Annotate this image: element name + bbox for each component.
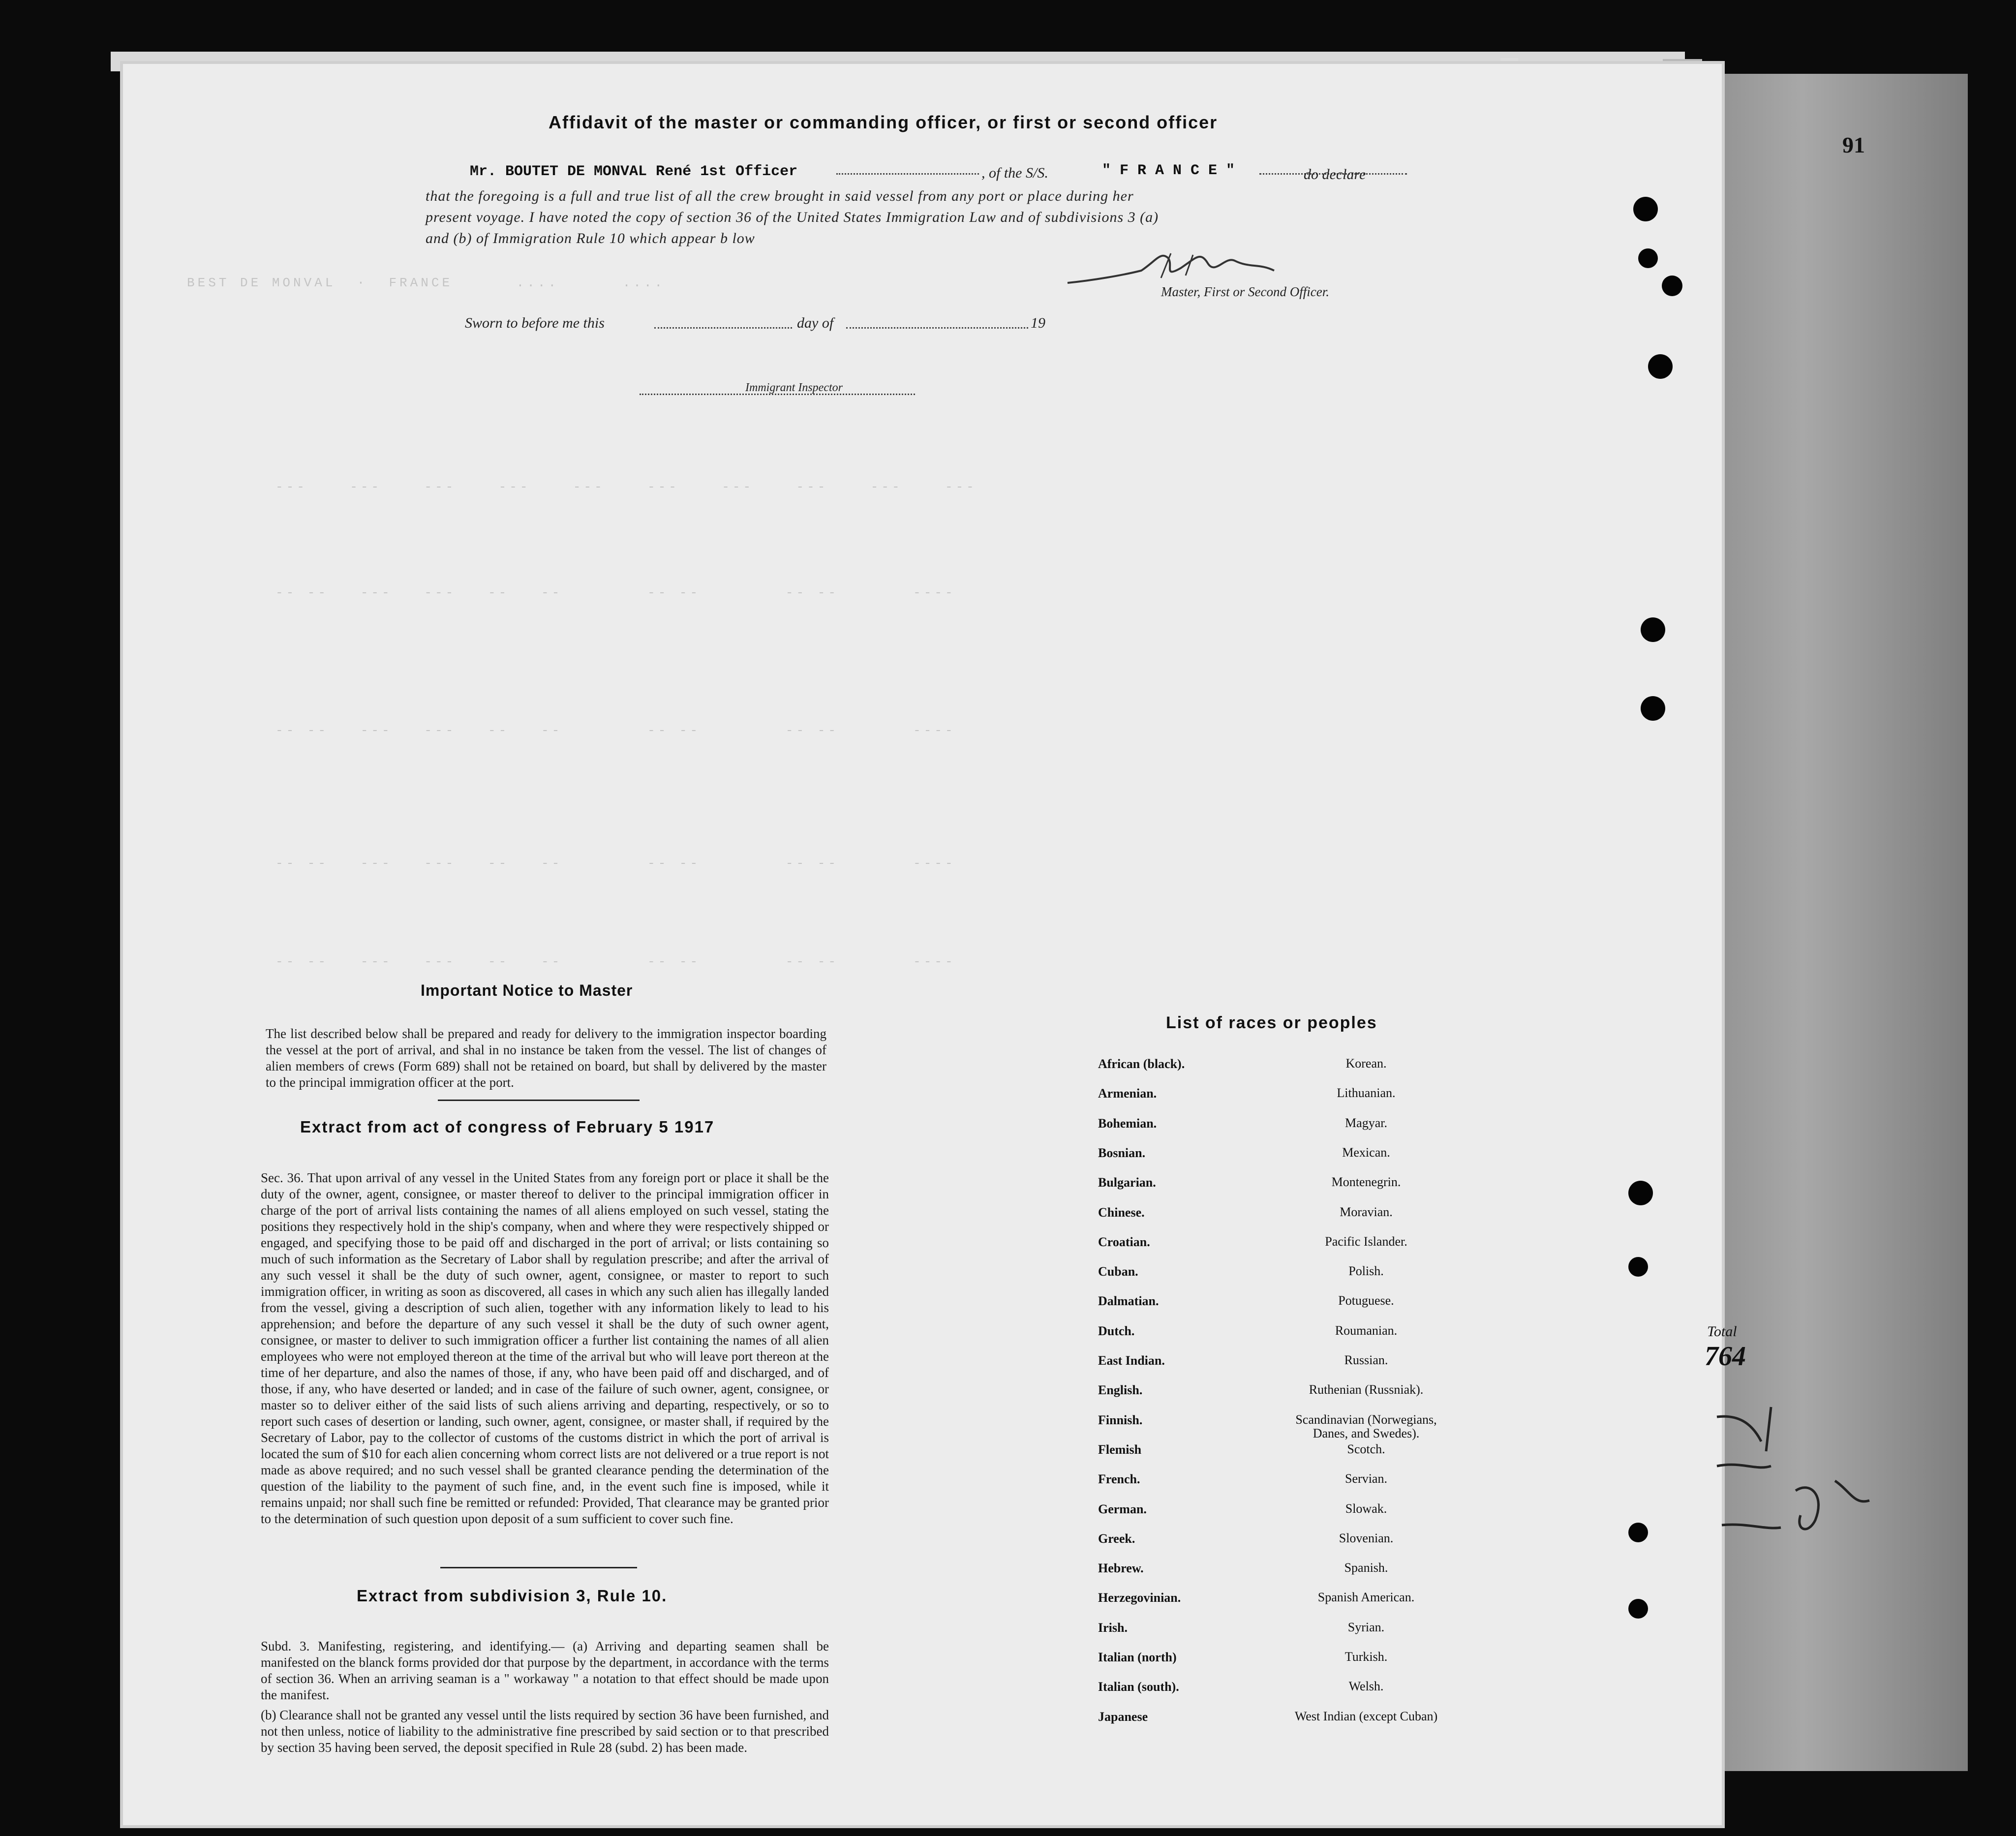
total-label: Total xyxy=(1707,1323,1737,1340)
race-item: Cuban. xyxy=(1098,1264,1138,1279)
race-item: Korean. xyxy=(1345,1056,1387,1071)
fill-line xyxy=(836,173,979,175)
race-item: Hebrew. xyxy=(1098,1561,1144,1576)
affidavit-line-4: and (b) of Immigration Rule 10 which appear b low xyxy=(426,230,755,246)
race-item: Finnish. xyxy=(1098,1412,1143,1427)
sworn-text: Sworn to before me this xyxy=(465,315,605,331)
extract2-text-b: (b) Clearance shall not be granted any vessel until the lists required by section 36 have been furnished, and not then unless, notice of liability to the administrative fine prescribed by said section or to that prescribed by section 35 having been served, the deposit specified in Rule 28 (subd. 2) has been made. xyxy=(261,1708,829,1755)
scan-background xyxy=(0,0,2016,54)
affidavit-line-3: present voyage. I have noted the copy of section 36 of the United States Immigration Law and of subdivisions 3 (a) xyxy=(426,209,1159,225)
bleed-through-text: -- -- --- --- -- -- -- -- -- -- ---- xyxy=(275,954,956,969)
race-item: Dutch. xyxy=(1098,1323,1135,1338)
race-item: German. xyxy=(1098,1501,1147,1516)
race-item: Potuguese. xyxy=(1338,1293,1394,1308)
race-item: Polish. xyxy=(1348,1264,1384,1279)
divider xyxy=(440,1567,637,1568)
races-title: List of races or peoples xyxy=(1166,1013,1377,1032)
race-item: Turkish. xyxy=(1344,1650,1388,1664)
race-item: Croatian. xyxy=(1098,1234,1150,1249)
punch-hole xyxy=(1641,696,1665,721)
race-item: Mexican. xyxy=(1342,1145,1390,1160)
race-item: Italian (north) xyxy=(1098,1650,1177,1664)
punch-hole xyxy=(1633,197,1658,221)
race-item: Flemish xyxy=(1098,1442,1142,1457)
of-the-label: , of the S/S. xyxy=(981,165,1048,181)
day-of-text: day of xyxy=(797,315,834,331)
race-item: Russian. xyxy=(1344,1353,1388,1367)
extract1-title: Extract from act of congress of February 5 1917 xyxy=(300,1118,715,1136)
bleed-through-text: -- -- --- --- -- -- -- -- -- -- ---- xyxy=(275,723,956,738)
race-item: Welsh. xyxy=(1348,1679,1384,1694)
bleed-through-text: -- -- --- --- -- -- -- -- -- -- ---- xyxy=(275,856,956,871)
race-item: Japanese xyxy=(1098,1709,1148,1724)
punch-hole xyxy=(1628,1181,1653,1205)
race-item: Spanish. xyxy=(1344,1561,1388,1575)
race-item: Greek. xyxy=(1098,1531,1135,1546)
race-item: Herzegovinian. xyxy=(1098,1591,1181,1605)
race-item: Servian. xyxy=(1345,1471,1387,1486)
race-item: Italian (south). xyxy=(1098,1680,1179,1694)
race-item: Ruthenian (Russniak). xyxy=(1309,1382,1424,1397)
race-item: East Indian. xyxy=(1098,1353,1165,1368)
page-number: 91 xyxy=(1842,132,1865,157)
signature-caption: Master, First or Second Officer. xyxy=(1161,284,1329,299)
affidavit-title: Affidavit of the master or commanding officer, or first or second officer xyxy=(549,112,1218,132)
punch-hole xyxy=(1638,248,1658,268)
punch-hole xyxy=(1641,617,1665,642)
race-item: Bosnian. xyxy=(1098,1145,1146,1160)
race-item: Moravian. xyxy=(1340,1204,1393,1219)
punch-hole xyxy=(1628,1599,1648,1619)
race-item: Bulgarian. xyxy=(1098,1175,1156,1190)
race-item: Montenegrin. xyxy=(1331,1175,1401,1190)
race-item: English. xyxy=(1098,1383,1143,1398)
bleed-through-text: -- -- --- --- -- -- -- -- -- -- ---- xyxy=(275,585,956,600)
race-item: Roumanian. xyxy=(1335,1323,1398,1338)
race-item: Dalmatian. xyxy=(1098,1294,1159,1309)
notice-title: Important Notice to Master xyxy=(421,981,633,999)
race-item: Armenian. xyxy=(1098,1086,1157,1101)
race-item: Scotch. xyxy=(1347,1441,1385,1456)
notice-text: The list described below shall be prepared and ready for delivery to the immigration inspector boarding the vessel at the port of arrival, and shal in no instance be taken from the vessel. The list of changes of alien members of crews (Form 689) shall not be retained on board, but shall by delivered by the master to the principal immigration officer at the port. xyxy=(266,1026,826,1090)
race-item: Scandinavian (Norwegians, Danes, and Swedes). xyxy=(1295,1412,1437,1440)
extract2-text-a: Subd. 3. Manifesting, registering, and identifying.— (a) Arriving and departing seamen shall be manifested on the blanck forms provided dor that purpose by the department, in accordance with the terms of section 36. When an arriving seaman is a " workaway " a notation to that effect should be made upon the manifest. xyxy=(261,1639,829,1702)
vessel-name: " F R A N C E " xyxy=(1102,162,1235,179)
bleed-through-text: --- --- --- --- --- --- --- --- --- --- xyxy=(275,480,977,494)
punch-hole xyxy=(1628,1257,1648,1277)
race-item: Irish. xyxy=(1098,1620,1128,1635)
bleed-through-text: BEST DE MONVAL · FRANCE .... .... xyxy=(187,275,666,290)
race-item: French. xyxy=(1098,1472,1140,1487)
race-item: Magyar. xyxy=(1345,1115,1387,1130)
total-value: 764 xyxy=(1705,1341,1746,1372)
race-item: Bohemian. xyxy=(1098,1116,1157,1131)
year-text: 19 xyxy=(1031,315,1045,331)
race-item: Slovenian. xyxy=(1339,1530,1394,1545)
race-item: African (black). xyxy=(1098,1057,1185,1071)
punch-hole xyxy=(1648,354,1673,379)
officer-name: Mr. BOUTET DE MONVAL René 1st Officer xyxy=(470,163,798,180)
race-item: Pacific Islander. xyxy=(1325,1234,1407,1249)
race-item: Chinese. xyxy=(1098,1205,1145,1220)
do-declare-text: do declare xyxy=(1304,166,1366,183)
affidavit-line-2: that the foregoing is a full and true list of all the crew brought in said vessel from any port or place during her xyxy=(426,188,1134,204)
race-item: West Indian (except Cuban) xyxy=(1294,1709,1438,1723)
punch-hole xyxy=(1662,275,1682,296)
fill-line xyxy=(654,327,792,329)
race-item: Spanish American. xyxy=(1317,1590,1415,1605)
race-item: Lithuanian. xyxy=(1337,1086,1396,1101)
inspector-caption: Immigrant Inspector xyxy=(745,381,843,394)
fill-line xyxy=(846,327,1028,329)
divider xyxy=(438,1100,640,1101)
race-item: Syrian. xyxy=(1347,1620,1385,1634)
race-item: Slowak. xyxy=(1345,1501,1387,1516)
handwritten-marks xyxy=(1707,1397,1884,1555)
extract1-text: Sec. 36. That upon arrival of any vessel in the United States from any foreign port or place it shall be the duty of the owner, agent, consignee, or master thereof to deliver to the principal immigration officer in charge of the port of arrival lists containing the names of all aliens employed on such vessel, stating the positions they respectively hold in the ship's company, when and where they were respectively shipped or engaged, and specifying those to be paid off and discharged in the port of arrival; or lists containing so much of such information as the Secretary of Labor shall by regulation prescribe; and after the arrival of any such vessel it shall be the duty of such owner, agent, consignee, or master to report to such immigration officer, in writing as soon as discovered, all cases in which any such alien has illegally landed from the vessel, giving a description of such alien, together with any information likely to lead to his apprehension; and before the departure of any such vessel it shall be the duty of such owner agent, consignee, or master to deliver to such immigration officer a further list containing the names of all alien employees who were not employed thereon at the time of the arrival but who will leave port thereon at the time of her departure, and also the names of those, if any, who have been paid off and discharged, and of those, if any, who have deserted or landed; and in case of the failure of such owner, agent, consignee, or master so to deliver either of the said lists of such aliens arriving and departing, respectively, or so to report such cases of desertion or landing, such owner, agent, consignee, or master shall, if required by the Secretary of Labor, pay to the collector of customs of the customs district in which the port of arrival is located the sum of $10 for each alien concerning whom correct lists are not delivered or a true report is not made as above required; and no such vessel shall be granted clearance pending the determination of the question of the liability to the payment of such fine, and, in the event such fine is imposed, while it remains unpaid; nor shall such fine be remitted or refunded: Provided, That clearance may be granted prior to the determination of such question upon deposit of a sum sufficient to cover such fine. xyxy=(261,1170,829,1526)
extract2-title: Extract from subdivision 3, Rule 10. xyxy=(357,1587,668,1605)
punch-hole xyxy=(1628,1523,1648,1542)
